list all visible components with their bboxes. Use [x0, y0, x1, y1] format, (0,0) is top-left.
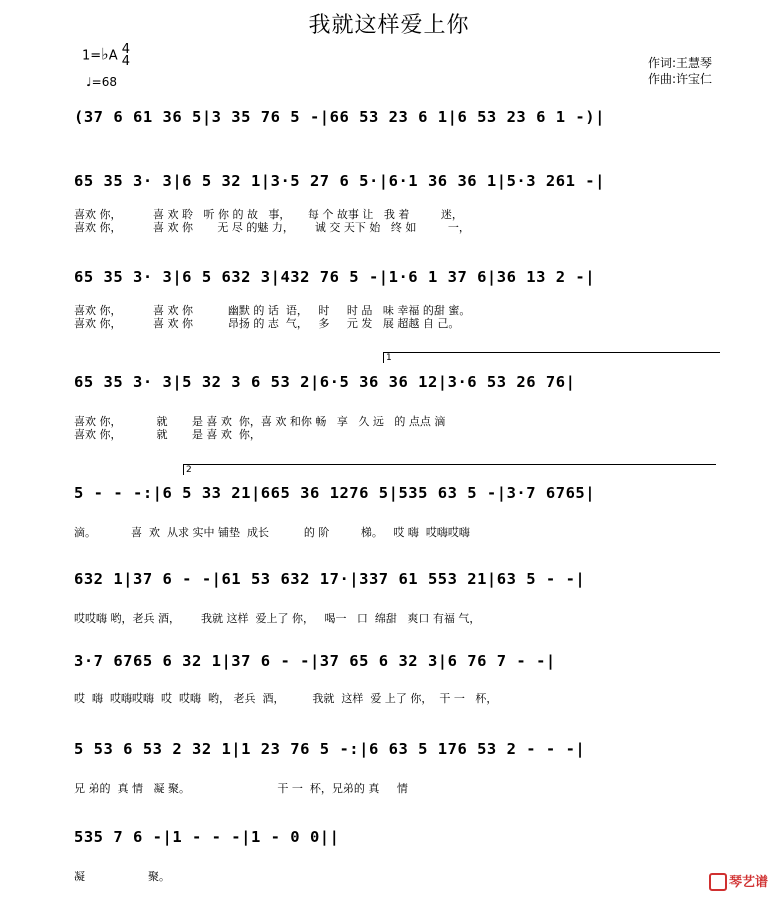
- lyric-line: 兄 弟的 真 情 凝 聚。 干 一 杯，兄弟的 真 情: [74, 782, 408, 795]
- lyricist-credit: 作词:王慧琴: [647, 56, 712, 70]
- time-signature-bottom: 4: [121, 54, 131, 69]
- lyric-line: 喜欢 你， 喜 欢 聆 听 你 的 故 事， 每 个 故事 让 我 着 迷，: [74, 208, 463, 221]
- lyric-line: 喜欢 你， 喜 欢 你 无 尽 的魅 力， 诚 交 天下 始 终 如 一，: [74, 221, 470, 234]
- score-row: [74, 268, 726, 330]
- key-signature: 1=♭A 4 4: [82, 42, 131, 69]
- site-watermark: 琴艺谱: [709, 871, 768, 892]
- score-row: [74, 172, 726, 234]
- lyric-line: 喜欢 你， 就 是 喜 欢 你，: [74, 428, 261, 441]
- notation-line: 535 7 6 -|1 - - -|1 - 0 0||: [74, 828, 340, 846]
- tempo-marking: ♩=68: [86, 75, 117, 89]
- score-row: [74, 828, 726, 883]
- notation-line: 3·7 6765 6 32 1|37 6 - -|37 65 6 32 3|6 76 7 - -|: [74, 652, 556, 670]
- lyric-line: 凝 聚。: [74, 870, 170, 883]
- score-row: [74, 484, 726, 539]
- notation-line: 65 35 3· 3|6 5 32 1|3·5 27 6 5·|6·1 36 36 1|5·3 261 -|: [74, 172, 605, 190]
- lyric-line: 喜欢 你， 喜 欢 你 昂扬 的 志 气， 多 元 发 展 超越 自 己。: [74, 317, 460, 330]
- composer-credit: 作曲:许宝仁: [647, 72, 712, 86]
- score-row: [74, 108, 726, 136]
- volta-second-ending: 2: [183, 464, 716, 475]
- notation-line: 65 35 3· 3|5 32 3 6 53 2|6·5 36 36 12|3·6 53 26 76|: [74, 373, 576, 391]
- lyric-line: 喜欢 你， 喜 欢 你 幽默 的 话 语， 时 时 品 味 幸福 的甜 蜜。: [74, 304, 471, 317]
- score-row: [74, 570, 726, 625]
- score-row: [74, 373, 726, 441]
- lyric-line: 哎哎嗨 哟，老兵 酒， 我就 这样 爱上了 你， 喝一 口 绵甜 爽口 有福 气，: [74, 612, 481, 625]
- volta-first-ending: 1: [383, 352, 720, 363]
- logo-icon: [709, 873, 727, 891]
- score-row: [74, 740, 726, 795]
- lyric-line: 哎 嗨 哎嗨哎嗨 哎 哎嗨 哟， 老兵 酒， 我就 这样 爱 上了 你， 干 一 杯，: [74, 692, 498, 705]
- song-title: 我就这样爱上你: [308, 13, 470, 38]
- score-row: [74, 652, 726, 705]
- notation-line: (37 6 61 36 5|3 35 76 5 -|66 53 23 6 1|6 53 23 6 1 -)|: [74, 108, 605, 126]
- lyric-line: 滴。 喜 欢 从求 实中 铺垫 成长 的 阶 梯。 哎 嗨 哎嗨哎嗨: [74, 526, 470, 539]
- notation-line: 632 1|37 6 - -|61 53 632 17·|337 61 553 21|63 5 - -|: [74, 570, 586, 588]
- time-signature-top: 4: [121, 42, 131, 57]
- notation-line: 5 53 6 53 2 32 1|1 23 76 5 -:|6 63 5 176 53 2 - - -|: [74, 740, 586, 758]
- notation-line: 5 - - -:|6 5 33 21|665 36 1276 5|535 63 5 -|3·7 6765|: [74, 484, 596, 502]
- lyric-line: 喜欢 你， 就 是 喜 欢 你，喜 欢 和你 畅 享 久 远 的 点点 滴: [74, 415, 446, 428]
- notation-line: 65 35 3· 3|6 5 632 3|432 76 5 -|1·6 1 37 6|36 13 2 -|: [74, 268, 596, 286]
